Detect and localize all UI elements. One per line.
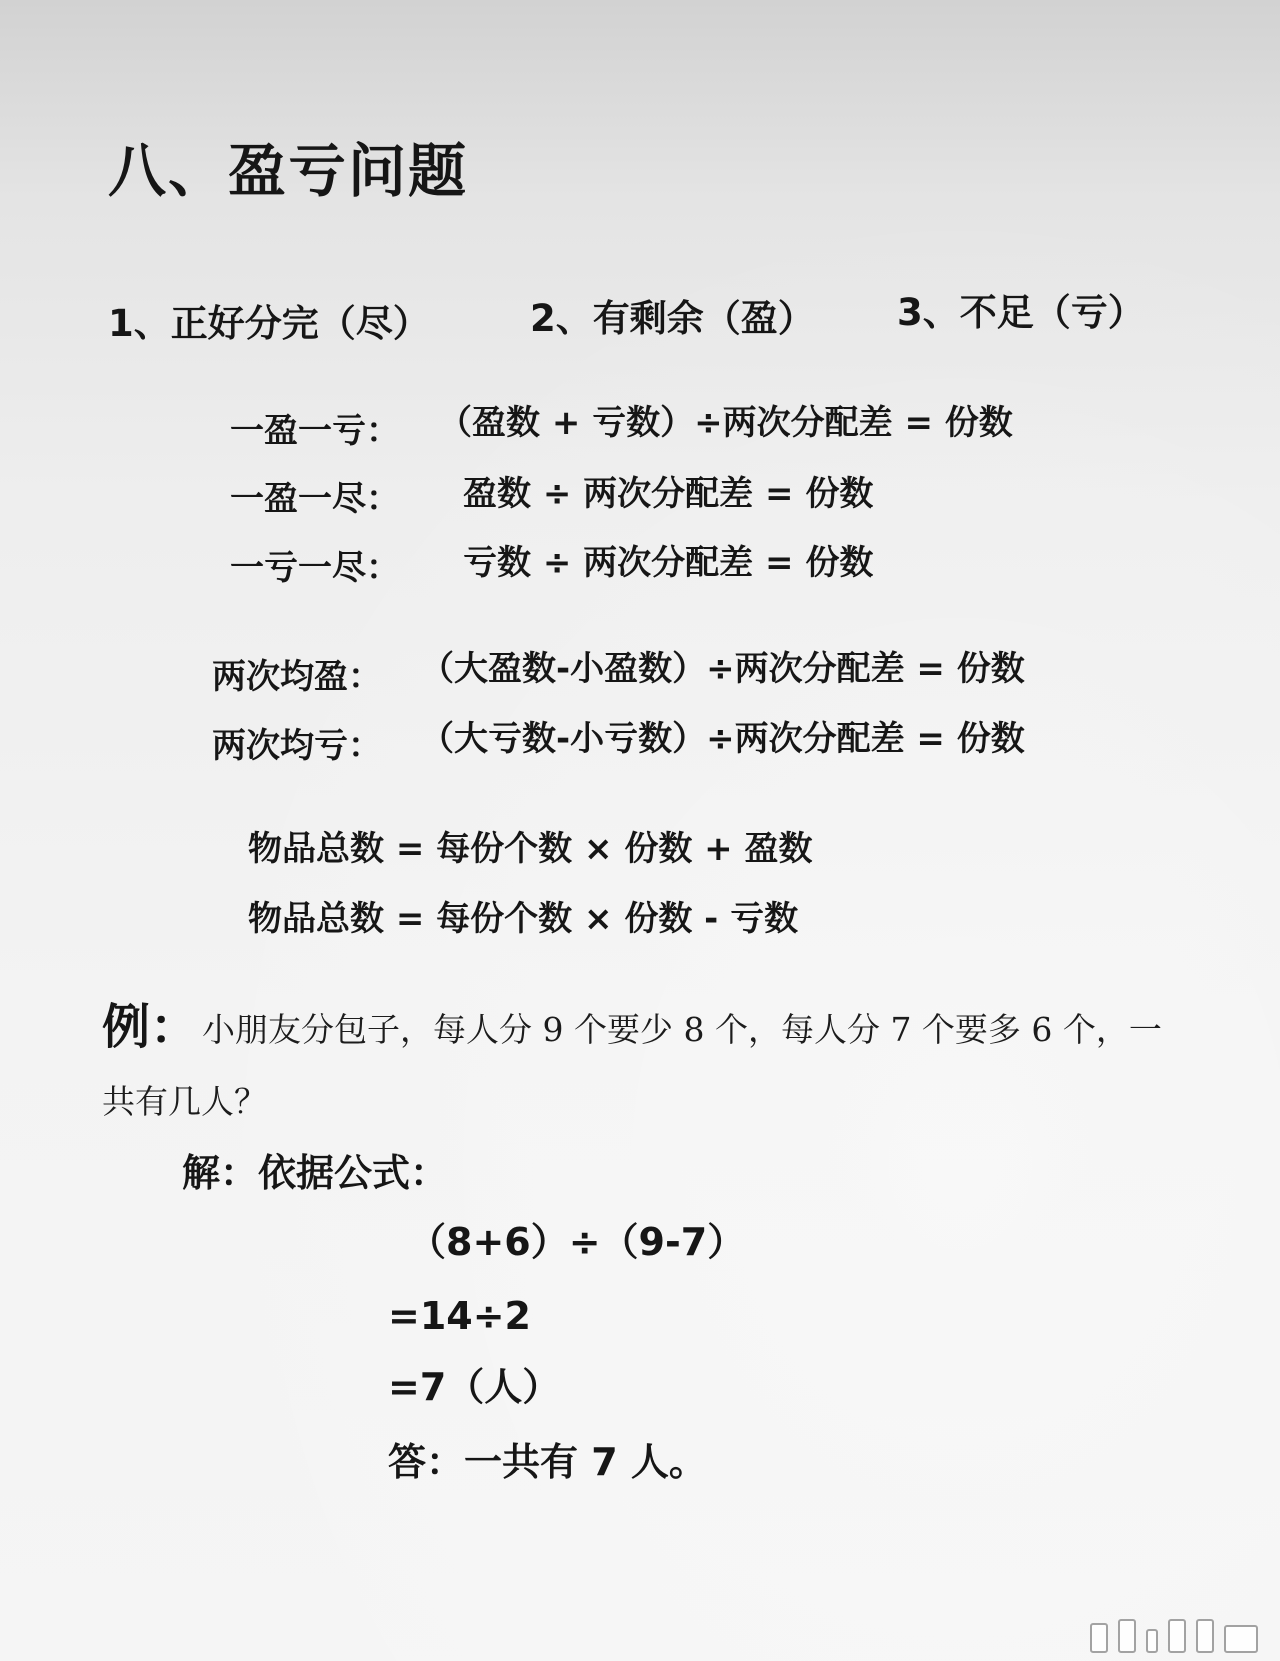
formula-label-shortage-exact: 一亏一尽：	[230, 548, 400, 588]
example-question-line1: 小朋友分包子，每人分 9 个要少 8 个，每人分 7 个要多 6 个，一	[202, 1010, 1162, 1049]
formula-label-surplus-shortage: 一盈一亏：	[230, 411, 400, 451]
watermark-bar	[1168, 1619, 1186, 1653]
formula-total-with-surplus: 物品总数 = 每份个数 × 份数 + 盈数	[248, 829, 813, 869]
watermark-bar	[1118, 1619, 1136, 1653]
formula-label-surplus-exact: 一盈一尽：	[230, 479, 400, 519]
watermark-bar	[1146, 1629, 1158, 1653]
category-surplus: 2、有剩余（盈）	[530, 297, 815, 340]
example-mark: 例：	[102, 999, 199, 1055]
category-exact: 1、正好分完（尽）	[108, 302, 430, 345]
formula-both-surplus: （大盈数-小盈数）÷两次分配差 = 份数	[420, 649, 1025, 689]
solution-step-3: =7（人）	[388, 1365, 561, 1409]
formula-surplus-shortage: （盈数 + 亏数）÷两次分配差 = 份数	[438, 403, 1013, 443]
formula-label-both-surplus: 两次均盈：	[212, 657, 382, 697]
solution-answer: 答：一共有 7 人。	[388, 1440, 707, 1484]
formula-label-both-shortage: 两次均亏：	[212, 726, 382, 766]
solution-heading: 解：依据公式：	[182, 1151, 449, 1195]
formula-total-with-shortage: 物品总数 = 每份个数 × 份数 - 亏数	[248, 899, 799, 939]
watermark-bar	[1090, 1623, 1108, 1653]
page-title: 八、盈亏问题	[108, 137, 469, 205]
watermark-bar	[1196, 1619, 1214, 1653]
watermark-logo	[1090, 1619, 1258, 1653]
watermark-bar	[1224, 1625, 1258, 1653]
formula-surplus-exact: 盈数 ÷ 两次分配差 = 份数	[463, 474, 874, 514]
formula-both-shortage: （大亏数-小亏数）÷两次分配差 = 份数	[420, 719, 1025, 759]
solution-step-2: =14÷2	[388, 1294, 532, 1338]
category-shortage: 3、不足（亏）	[897, 291, 1145, 334]
formula-shortage-exact: 亏数 ÷ 两次分配差 = 份数	[463, 543, 874, 583]
example-question-line2: 共有几人？	[102, 1082, 267, 1121]
solution-step-1: （8+6）÷（9-7）	[408, 1220, 746, 1264]
